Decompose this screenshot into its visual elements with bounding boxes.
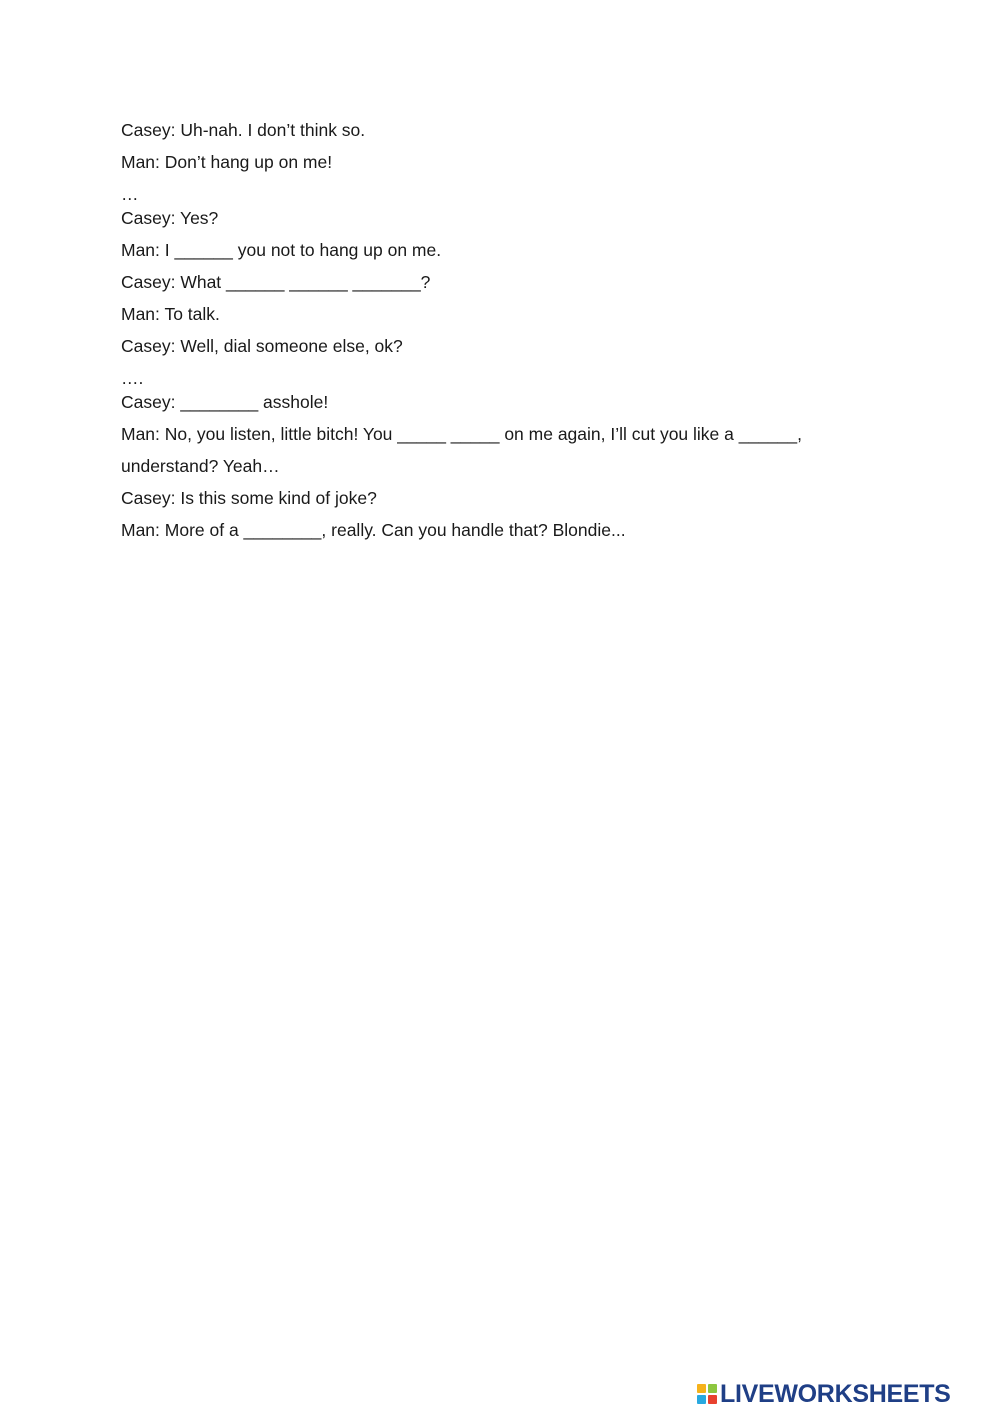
logo-square [708,1384,717,1393]
logo-square [697,1395,706,1404]
dialogue-line: Casey: ________ asshole! [121,392,329,412]
dialogue-line: Man: I ______ you not to hang up on me. [121,240,442,260]
logo-text: LIVEWORKSHEETS [720,1380,951,1408]
dialogue-text [121,119,881,551]
dialogue-line: Casey: Uh-nah. I don’t think so. [121,120,366,140]
liveworksheets-logo [697,1380,951,1408]
dialogue-line: Man: To talk. [121,304,220,324]
dialogue-line: Casey: Is this some kind of joke? [121,488,377,508]
dialogue-line: Casey: Well, dial someone else, ok? [121,336,403,356]
dialogue-line: Casey: Yes? [121,208,219,228]
dialogue-line: Man: More of a ________, really. Can you handle that? Blondie... [121,520,626,540]
logo-square [697,1384,706,1393]
dialogue-ellipsis: …. [121,368,144,388]
logo-square [708,1395,717,1404]
dialogue-line: Casey: What ______ ______ _______? [121,272,431,292]
dialogue-line: understand? Yeah… [121,456,280,476]
dialogue-line: Man: No, you listen, little bitch! You _____ _____ on me again, I’ll cut you like a ______, [121,424,803,444]
logo-squares-icon [697,1384,717,1404]
dialogue-line: Man: Don’t hang up on me! [121,152,333,172]
dialogue-ellipsis: … [121,184,139,204]
